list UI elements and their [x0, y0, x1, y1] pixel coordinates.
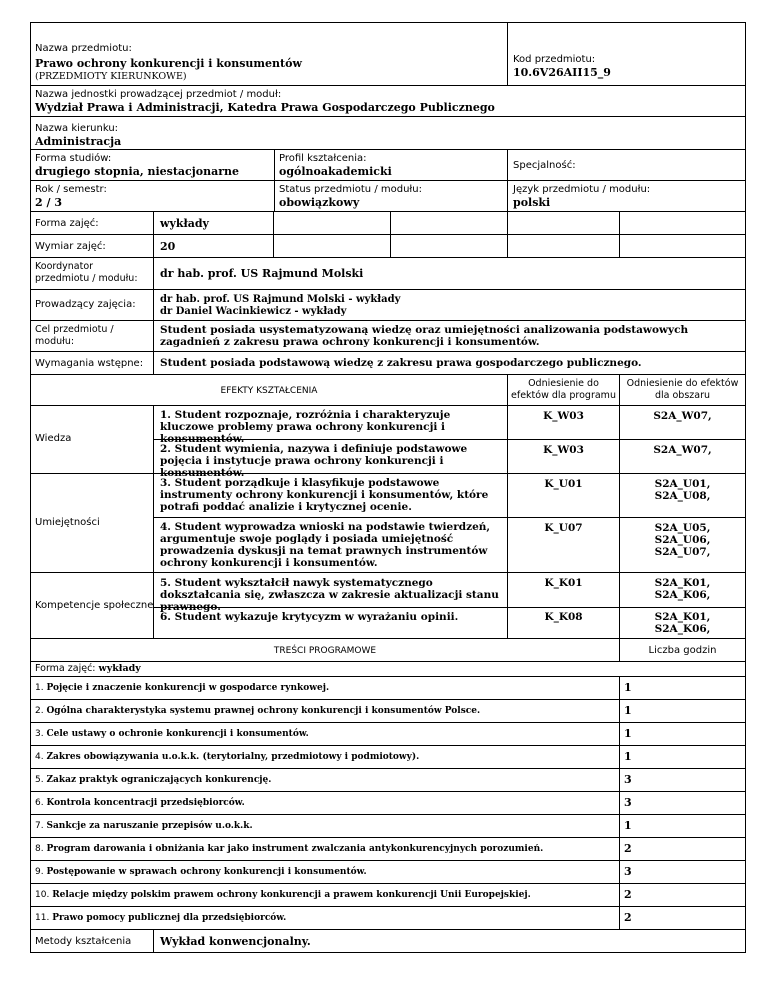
- methods-value: Wykład konwencjonalny.: [160, 935, 311, 948]
- topic-number: 7.: [35, 821, 44, 831]
- effect-area-ref: S2A_W07,: [653, 410, 712, 422]
- effect-program-ref: K_U07: [544, 522, 583, 534]
- topic-title: Pojęcie i znaczenie konkurencji w gospodarce rynkowej.: [46, 683, 330, 693]
- coordinator-value: dr hab. prof. US Rajmund Molski: [160, 267, 364, 280]
- effect-area-ref: S2A_K06,: [654, 623, 711, 635]
- grid-cell: [619, 234, 746, 258]
- topic-hours: 3: [624, 865, 632, 878]
- topic-text: [35, 752, 419, 763]
- effect-program-ref: K_K08: [544, 611, 583, 623]
- lecturer-1: dr hab. prof. US Rajmund Molski - wykłady: [160, 294, 401, 305]
- topic-title: Prawo pomocy publicznej dla przedsiębiorców.: [52, 913, 287, 923]
- field-value: Administracja: [35, 135, 122, 148]
- field-label: Nazwa kierunku:: [35, 123, 119, 134]
- effects-title: EFEKTY KSZTAŁCENIA: [220, 386, 318, 396]
- program-form: [35, 663, 141, 675]
- effect-program-ref: K_K01: [544, 577, 583, 589]
- year-label: Rok / semestr:: [35, 184, 107, 195]
- topic-title: Sankcje za naruszanie przepisów u.o.k.k.: [46, 821, 253, 831]
- topic-text: [35, 683, 329, 694]
- effect-area-ref: S2A_K01,: [654, 577, 711, 589]
- topic-number: 9.: [35, 867, 44, 877]
- topic-number: 10.: [35, 890, 50, 900]
- effect-area-ref: S2A_U05,: [654, 522, 711, 534]
- effect-area-ref: S2A_U06,: [654, 534, 711, 546]
- effect-area-ref: S2A_U08,: [654, 490, 711, 502]
- topic-text: [35, 798, 245, 809]
- topic-hours-cell: [619, 814, 746, 838]
- topic-hours-cell: [619, 837, 746, 861]
- hours-label: Wymiar zajęć:: [35, 241, 106, 252]
- effect-text: 3. Student porządkuje i klasyfikuje podstawowe instrumenty ochrony konkurencji i konsumentów, które potrafi poddać analizie i krytycznej ocenie.: [160, 477, 489, 513]
- topic-hours: 2: [624, 911, 632, 924]
- topic-text: [35, 913, 286, 924]
- effect-text: 6. Student wykazuje krytycyzm w wyrażaniu opinii.: [160, 611, 459, 623]
- category-knowledge: Wiedza: [35, 433, 72, 444]
- topic-text: [35, 706, 480, 717]
- effect-text: 2. Student wymienia, nazywa i definiuje podstawowe pojęcia i instytucje prawa ochrony konkurencji i konsumentów.: [160, 443, 468, 479]
- effect-program-ref: K_W03: [543, 410, 584, 422]
- topic-hours-cell: [619, 791, 746, 815]
- effect-program-ref: K_U01: [544, 478, 583, 490]
- topic-title: Zakaz praktyk ograniczających konkurencję.: [46, 775, 272, 785]
- language-label: Język przedmiotu / modułu:: [513, 184, 651, 195]
- methods-label: Metody kształcenia: [35, 936, 132, 947]
- profile-label: Profil kształcenia:: [279, 153, 367, 164]
- grid-cell: [273, 211, 391, 235]
- program-ref-header: Odniesienie do efektów dla programu: [511, 378, 616, 401]
- lecturers-label: Prowadzący zajęcia:: [35, 299, 136, 310]
- topic-number: 11.: [35, 913, 50, 923]
- unit-value: Wydział Prawa i Administracji, Katedra Prawa Gospodarczego Publicznego: [35, 101, 495, 114]
- grid-cell: [390, 234, 508, 258]
- coordinator-label: Koordynator przedmiotu / modułu:: [35, 261, 138, 284]
- grid-cell: [273, 234, 391, 258]
- topic-title: Kontrola koncentracji przedsiębiorców.: [46, 798, 245, 808]
- topic-hours-cell: [619, 745, 746, 769]
- topic-hours-cell: [619, 860, 746, 884]
- topic-number: 6.: [35, 798, 44, 808]
- status-value: obowiązkowy: [279, 196, 360, 209]
- topic-hours: 1: [624, 727, 632, 740]
- topic-text: [35, 729, 309, 740]
- grid-cell: [619, 211, 746, 235]
- effect-area-ref: S2A_K06,: [654, 589, 711, 601]
- topic-hours-cell: [619, 768, 746, 792]
- grid-cell: [507, 234, 620, 258]
- topic-title: Cele ustawy o ochronie konkurencji i konsumentów.: [46, 729, 309, 739]
- topic-hours: 1: [624, 750, 632, 763]
- subject-group: (PRZEDMIOTY KIERUNKOWE): [35, 71, 187, 82]
- topic-hours: 3: [624, 796, 632, 809]
- topic-hours: 1: [624, 704, 632, 717]
- unit-label: Nazwa jednostki prowadzącej przedmiot / moduł:: [35, 89, 282, 100]
- topic-text: [35, 775, 271, 786]
- grid-cell: [390, 211, 508, 235]
- topic-hours: 1: [624, 681, 632, 694]
- topic-title: Ogólna charakterystyka systemu prawnej ochrony konkurencji i konsumentów Polsce.: [46, 706, 481, 716]
- effect-text: 1. Student rozpoznaje, rozróżnia i charakteryzuje kluczowe problemy prawa ochrony konkurencji i konsumentów.: [160, 409, 451, 445]
- effect-program-ref: K_W03: [543, 444, 584, 456]
- category-social: Kompetencje społeczne: [35, 600, 154, 611]
- topic-title: Zakres obowiązywania u.o.k.k. (terytorialny, przedmiotowy i podmiotowy).: [46, 752, 420, 762]
- hours-title: Liczba godzin: [648, 645, 717, 656]
- topic-hours: 3: [624, 773, 632, 786]
- grid-cell: [507, 211, 620, 235]
- field-cell: [30, 116, 746, 150]
- topic-hours-cell: [619, 676, 746, 700]
- code-value: 10.6V26AII15_9: [513, 66, 611, 79]
- effect-area-ref: S2A_K01,: [654, 611, 711, 623]
- topic-hours: 1: [624, 819, 632, 832]
- effect-text: 4. Student wyprowadza wnioski na podstawie twierdzeń, argumentuje swoje poglądy i posiada umiejętność prowadzenia dyskusji na temat prawnych instrumentów ochrony konkurencji i konsumentów.: [160, 521, 491, 569]
- program-form-value: wykłady: [98, 663, 141, 674]
- area-ref-header: Odniesienie do efektów dla obszaru: [626, 378, 739, 401]
- language-value: polski: [513, 196, 551, 209]
- effect-text: 5. Student wykształcił nawyk systematycznego dokształcania się, zwłaszcza w zakresie aktualizacji stanu prawnego.: [160, 577, 499, 613]
- topic-number: 1.: [35, 683, 44, 693]
- topic-number: 5.: [35, 775, 44, 785]
- topic-text: [35, 821, 253, 832]
- subject-name: Prawo ochrony konkurencji i konsumentów: [35, 57, 302, 70]
- topic-hours: 2: [624, 842, 632, 855]
- requirements-value: Student posiada podstawową wiedzę z zakresu prawa gospodarczego publicznego.: [160, 357, 642, 369]
- topic-title: Program darowania i obniżania kar jako instrument zwalczania antykonkurencyjnych porozumień.: [46, 844, 544, 854]
- study-form-value: drugiego stopnia, niestacjonarne: [35, 165, 239, 178]
- topic-number: 4.: [35, 752, 44, 762]
- topic-hours-cell: [619, 722, 746, 746]
- class-form-value: wykłady: [160, 217, 209, 230]
- lecturer-2: dr Daniel Wacinkiewicz - wykłady: [160, 306, 347, 317]
- topic-title: Relacje między polskim prawem ochrony konkurencji a prawem konkurencji Unii Europejskiej.: [52, 890, 531, 900]
- effect-area-ref: S2A_U07,: [654, 546, 711, 558]
- program-title: TREŚCI PROGRAMOWE: [273, 646, 377, 656]
- effect-area-ref: S2A_U01,: [654, 478, 711, 490]
- class-form-label: Forma zajęć:: [35, 218, 99, 229]
- aim-label: Cel przedmiotu / modułu:: [35, 324, 114, 347]
- topic-hours-cell: [619, 883, 746, 907]
- aim-value: Student posiada usystematyzowaną wiedzę oraz umiejętności analizowania podstawowych zagadnień z zakresu prawa ochrony konkurencji i konsumentów.: [160, 324, 689, 348]
- topic-number: 8.: [35, 844, 44, 854]
- topic-title: Postępowanie w sprawach ochrony konkurencji i konsumentów.: [46, 867, 367, 877]
- topic-hours-cell: [619, 906, 746, 930]
- hours-value: 20: [160, 240, 176, 253]
- category-skills: Umiejętności: [35, 517, 100, 528]
- year-value: 2 / 3: [35, 196, 62, 209]
- code-label: Kod przedmiotu:: [513, 54, 596, 65]
- topic-number: 2.: [35, 706, 44, 716]
- program-form-prefix: Forma zajęć:: [35, 663, 96, 674]
- topic-hours: 2: [624, 888, 632, 901]
- effect-area-ref: S2A_W07,: [653, 444, 712, 456]
- status-label: Status przedmiotu / modułu:: [279, 184, 422, 195]
- profile-value: ogólnoakademicki: [279, 165, 392, 178]
- topic-text: [35, 844, 543, 855]
- subject-label: Nazwa przedmiotu:: [35, 43, 132, 54]
- topic-hours-cell: [619, 699, 746, 723]
- study-form-label: Forma studiów:: [35, 153, 112, 164]
- requirements-label: Wymagania wstępne:: [35, 358, 144, 369]
- topic-text: [35, 890, 531, 901]
- specialty-label: Specjalność:: [513, 160, 576, 171]
- topic-text: [35, 867, 367, 878]
- topic-number: 3.: [35, 729, 44, 739]
